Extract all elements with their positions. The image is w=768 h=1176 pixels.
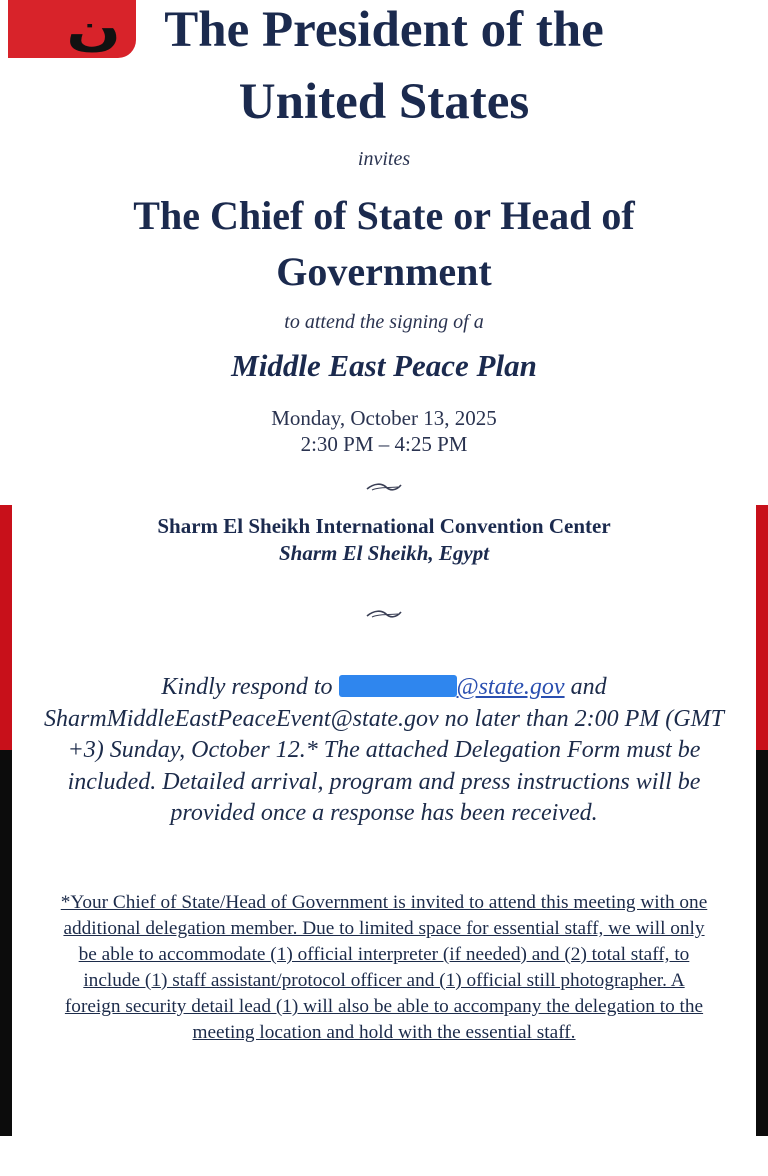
- title-line-1: The President of the: [164, 2, 604, 58]
- attend-text: to attend the signing of a: [284, 311, 484, 333]
- event-date: Monday, October 13, 2025: [271, 406, 497, 430]
- rsvp-body: and SharmMiddleEastPeaceEvent@state.gov no later than 2:00 PM (GMT +3) Sunday, October 12.* The attached Delegation Form must be included. Detailed arrival, program and press instructions will be provided once a response has been received.: [44, 674, 724, 826]
- invitee-line-2: Government: [276, 249, 492, 294]
- invitee-heading: [0, 188, 768, 300]
- event-datetime: [0, 405, 768, 457]
- channel-logo-glyph: ن: [66, 2, 122, 56]
- event-name: Middle East Peace Plan: [231, 348, 537, 383]
- flourish-divider-icon: [364, 607, 404, 621]
- invitee-line-1: The Chief of State or Head of: [133, 193, 635, 238]
- venue-block: [0, 513, 768, 567]
- invitation-title: [0, 0, 768, 138]
- rsvp-paragraph: [40, 672, 728, 830]
- flourish-divider-icon: [364, 480, 404, 494]
- venue-city: Sharm El Sheikh, Egypt: [278, 541, 490, 565]
- rsvp-prefix: Kindly respond to: [161, 674, 333, 700]
- delegation-footnote: *Your Chief of State/Head of Government is invited to attend this meeting with one additional delegation member. Due to limited space for essential staff, we will only be able to accommodate (1) official interpreter (if needed) and (2) total staff, to include (1) staff assistant/protocol officer and (1) official still photographer. A foreign security detail lead (1) will also be able to accompany the delegation to the meeting location and hold with the essential staff.: [60, 892, 708, 1043]
- event-time: 2:30 PM – 4:25 PM: [300, 432, 468, 456]
- redacted-email-block: [339, 675, 457, 697]
- title-line-2: United States: [238, 74, 530, 130]
- invites-text: invites: [357, 148, 411, 170]
- venue-name: Sharm El Sheikh International Convention Center: [157, 514, 611, 538]
- rsvp-email-link[interactable]: @state.gov: [456, 674, 565, 700]
